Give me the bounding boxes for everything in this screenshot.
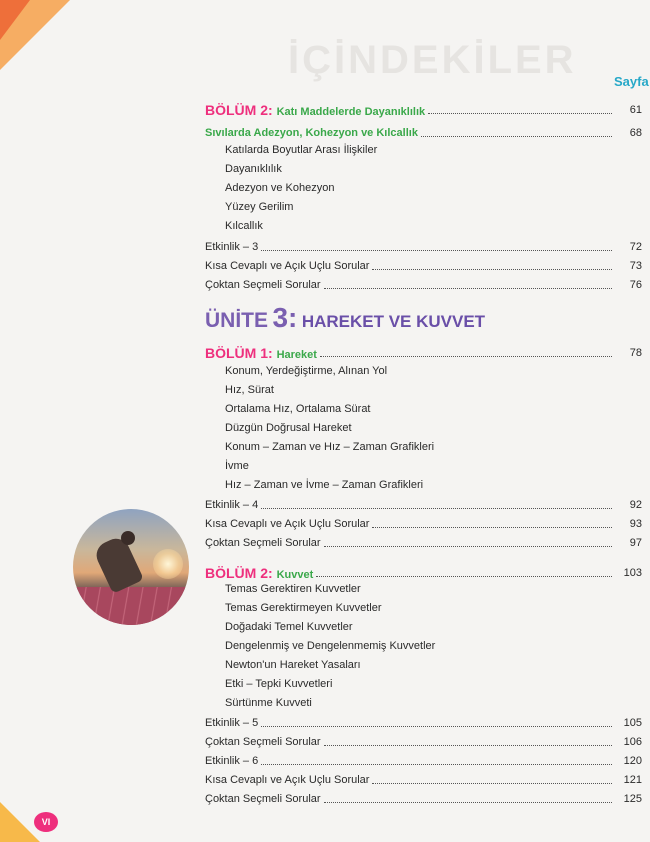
toc-entry-title: Sıvılarda Adezyon, Kohezyon ve Kılcallık [205, 127, 418, 139]
corner-decoration [0, 0, 30, 40]
toc-entry-title: Çoktan Seçmeli Sorular [205, 736, 321, 748]
toc-entry[interactable] [0, 344, 650, 363]
unit-title: HAREKET VE KUVVET [301, 312, 486, 331]
toc-subtopic: Dayanıklılık [225, 163, 282, 175]
chapter-number: BÖLÜM 1: [205, 345, 277, 361]
dot-leader [316, 576, 612, 577]
toc-page-number: 103 [623, 567, 642, 579]
toc-subtopic: Newton'un Hareket Yasaları [225, 659, 361, 671]
toc-page-number: 78 [629, 347, 642, 359]
toc-page-number: 76 [629, 279, 642, 291]
unit-number: 3: [272, 302, 298, 333]
dot-leader [372, 527, 612, 528]
toc-entry-title: Kısa Cevaplı ve Açık Uçlu Sorular [205, 260, 370, 272]
unit-word: ÜNİTE [205, 309, 268, 332]
toc-page-number: 121 [623, 774, 642, 786]
chapter-number: BÖLÜM 2: [205, 102, 277, 118]
toc-subtopic: Adezyon ve Kohezyon [225, 182, 335, 194]
toc-subtopic: Hız – Zaman ve İvme – Zaman Grafikleri [225, 479, 424, 491]
toc-entry-title: Etkinlik – 6 [205, 755, 259, 767]
dot-leader [261, 508, 612, 509]
toc-page-number: 68 [629, 127, 642, 139]
page-number-badge: VI [34, 812, 58, 832]
toc-entry[interactable] [0, 496, 650, 515]
toc-entry[interactable] [0, 457, 650, 476]
toc-page-number: 73 [629, 260, 642, 272]
toc-subtopic: Dengelenmiş ve Dengelenmemiş Kuvvetler [225, 640, 436, 652]
toc-page-number: 61 [629, 104, 642, 116]
toc-entry[interactable] [0, 675, 650, 694]
toc-page-number: 92 [629, 499, 642, 511]
runner-head [121, 531, 135, 545]
toc-entry-title: Kısa Cevaplı ve Açık Uçlu Sorular [205, 774, 370, 786]
runner-figure [92, 534, 144, 594]
runner-photo [73, 509, 189, 625]
chapter-title: Katı Maddelerde Dayanıklılık [276, 106, 426, 118]
dot-leader [261, 250, 612, 251]
toc-page-number: 93 [629, 518, 642, 530]
toc-entry[interactable] [0, 276, 650, 295]
toc-subtopic: Etki – Tepki Kuvvetleri [225, 678, 333, 690]
toc-subtopic: Kılcallık [225, 220, 263, 232]
toc-subtopic: Temas Gerektiren Kuvvetler [225, 583, 361, 595]
toc-page-number: 106 [623, 736, 642, 748]
toc-entry[interactable] [0, 790, 650, 809]
toc-entry[interactable] [0, 198, 650, 217]
toc-entry[interactable] [0, 714, 650, 733]
dot-leader [324, 802, 612, 803]
toc-subtopic: Konum – Zaman ve Hız – Zaman Grafikleri [225, 441, 435, 453]
unit-heading [205, 302, 485, 334]
dot-leader [261, 764, 612, 765]
sun-glow [153, 549, 183, 579]
toc-entry[interactable] [0, 101, 650, 120]
toc-entry[interactable] [0, 381, 650, 400]
toc-entry[interactable] [0, 400, 650, 419]
page-title: İÇİNDEKİLER [288, 38, 577, 82]
dot-leader [261, 726, 612, 727]
toc-entry[interactable] [0, 438, 650, 457]
toc-entry-title: Çoktan Seçmeli Sorular [205, 793, 321, 805]
toc-page-number: 125 [623, 793, 642, 805]
toc-subtopic: Sürtünme Kuvveti [225, 697, 312, 709]
page-column-label: Sayfa [614, 74, 649, 89]
toc-page-number: 120 [623, 755, 642, 767]
toc-entry[interactable] [0, 694, 650, 713]
toc-subtopic: Katılarda Boyutlar Arası İlişkiler [225, 144, 378, 156]
toc-page-number: 105 [623, 717, 642, 729]
toc-subtopic: Ortalama Hız, Ortalama Sürat [225, 403, 371, 415]
dot-leader [324, 288, 612, 289]
toc-entry[interactable] [0, 217, 650, 236]
toc-subtopic: Temas Gerektirmeyen Kuvvetler [225, 602, 382, 614]
running-track [73, 587, 189, 625]
dot-leader [324, 546, 612, 547]
toc-entry-title [205, 101, 425, 122]
chapter-title: Kuvvet [276, 569, 314, 581]
toc-entry[interactable] [0, 419, 650, 438]
toc-page-number: 97 [629, 537, 642, 549]
toc-subtopic: Konum, Yerdeğiştirme, Alınan Yol [225, 365, 388, 377]
toc-entry-title: Çoktan Seçmeli Sorular [205, 279, 321, 291]
toc-entry-title: Etkinlik – 5 [205, 717, 259, 729]
toc-entry[interactable] [0, 179, 650, 198]
toc-subtopic: Hız, Sürat [225, 384, 274, 396]
toc-entry[interactable] [0, 160, 650, 179]
toc-entry-title: Etkinlik – 4 [205, 499, 259, 511]
dot-leader [428, 113, 612, 114]
toc-entry-title: Etkinlik – 3 [205, 241, 259, 253]
dot-leader [324, 745, 612, 746]
toc-entry[interactable] [0, 752, 650, 771]
toc-entry[interactable] [0, 362, 650, 381]
toc-entry[interactable] [0, 141, 650, 160]
dot-leader [421, 136, 612, 137]
toc-entry-title: Çoktan Seçmeli Sorular [205, 537, 321, 549]
toc-entry-title: Kısa Cevaplı ve Açık Uçlu Sorular [205, 518, 370, 530]
chapter-title: Hareket [276, 349, 317, 361]
toc-subtopic: İvme [225, 460, 249, 472]
toc-entry[interactable] [0, 257, 650, 276]
toc-entry[interactable] [0, 637, 650, 656]
toc-page-number: 72 [629, 241, 642, 253]
toc-entry[interactable] [0, 771, 650, 790]
toc-entry[interactable] [0, 733, 650, 752]
dot-leader [372, 783, 612, 784]
toc-entry[interactable] [0, 656, 650, 675]
toc-subtopic: Doğadaki Temel Kuvvetler [225, 621, 353, 633]
toc-entry[interactable] [0, 476, 650, 495]
toc-subtopic: Yüzey Gerilim [225, 201, 294, 213]
dot-leader [372, 269, 612, 270]
toc-subtopic: Düzgün Doğrusal Hareket [225, 422, 352, 434]
chapter-number: BÖLÜM 2: [205, 565, 277, 581]
toc-entry[interactable] [0, 238, 650, 257]
dot-leader [320, 356, 612, 357]
